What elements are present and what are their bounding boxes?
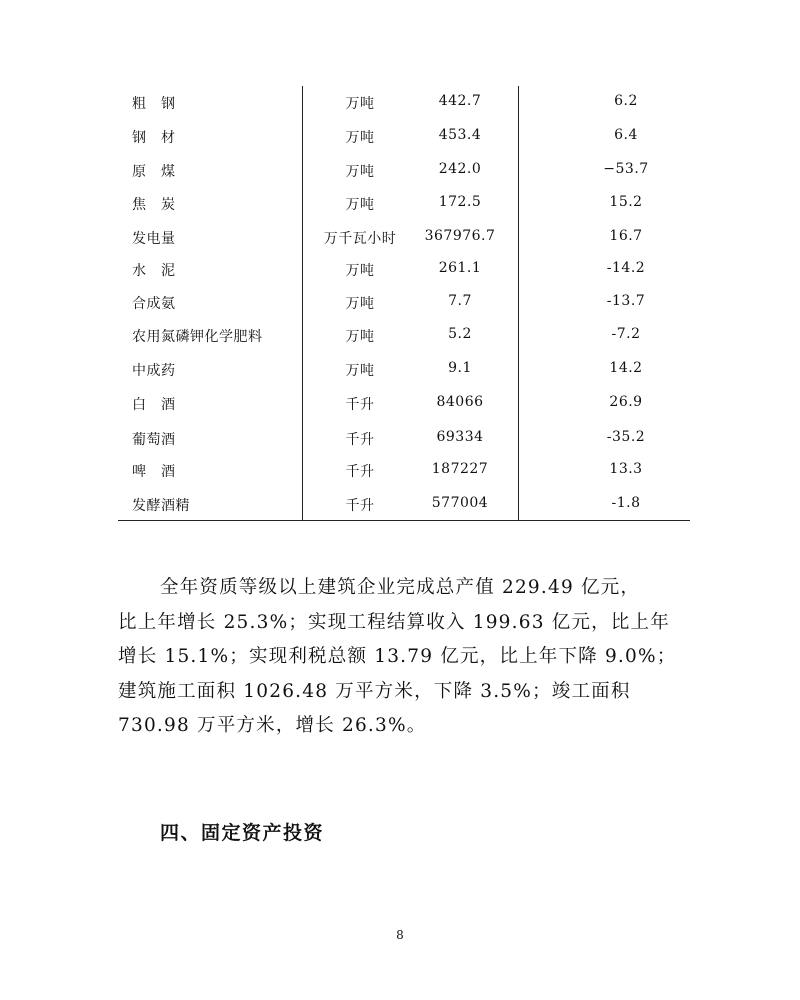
unit: 万吨 — [345, 130, 375, 146]
product-name: 水 泥 — [132, 263, 176, 279]
table-row — [118, 286, 690, 320]
output-value: 69334 — [436, 429, 484, 445]
table-row — [118, 319, 690, 353]
product-name: 原 煤 — [132, 164, 176, 180]
paragraph-line: 建筑施工面积 1026.48 万平方米，下降 3.5%；竣工面积 — [118, 680, 631, 702]
output-value: 242.0 — [438, 161, 482, 177]
output-value: 7.7 — [448, 293, 472, 309]
output-value: 261.1 — [438, 260, 482, 276]
output-value: 5.2 — [448, 326, 472, 342]
unit: 万吨 — [345, 263, 375, 279]
unit: 万吨 — [345, 363, 375, 379]
product-name: 中成药 — [132, 363, 176, 379]
unit: 万吨 — [345, 296, 375, 312]
output-value: 9.1 — [448, 360, 472, 376]
unit: 万千瓦小时 — [323, 231, 397, 247]
unit: 千升 — [345, 397, 375, 413]
product-name: 农用氮磷钾化学肥料 — [132, 329, 263, 345]
growth-rate: -14.2 — [606, 260, 646, 276]
growth-rate: -7.2 — [611, 326, 641, 342]
table-row — [118, 253, 690, 287]
output-value: 84066 — [436, 394, 484, 410]
table-row — [118, 120, 690, 154]
table-row — [118, 422, 690, 456]
product-name: 发酵酒精 — [132, 498, 190, 514]
product-name: 焦 炭 — [132, 197, 176, 213]
unit: 千升 — [345, 498, 375, 514]
table-row — [118, 187, 690, 221]
table-row — [118, 488, 690, 522]
paragraph-line: 比上年增长 25.3%；实现工程结算收入 199.63 亿元，比上年 — [118, 611, 670, 633]
growth-rate: 26.9 — [609, 394, 643, 410]
output-value: 187227 — [431, 461, 489, 477]
product-name: 白 酒 — [132, 397, 176, 413]
unit: 万吨 — [345, 197, 375, 213]
unit: 万吨 — [345, 329, 375, 345]
output-value: 367976.7 — [424, 228, 496, 244]
page-number: 8 — [396, 928, 404, 942]
growth-rate: -1.8 — [611, 495, 641, 511]
product-name: 啤 酒 — [132, 464, 176, 480]
table-row — [118, 221, 690, 255]
growth-rate: -13.7 — [606, 293, 646, 309]
table-row — [118, 454, 690, 488]
product-name: 粗 钢 — [132, 96, 176, 112]
product-name: 发电量 — [132, 231, 176, 247]
table-row — [118, 387, 690, 421]
table-row — [118, 353, 690, 387]
paragraph-line: 全年资质等级以上建筑企业完成总产值 229.49 亿元， — [160, 577, 641, 598]
product-name: 合成氨 — [132, 296, 176, 312]
paragraph-line: 730.98 万平方米，增长 26.3%。 — [118, 715, 427, 736]
construction-paragraph — [118, 571, 698, 744]
table-row — [118, 154, 690, 188]
growth-rate: 6.4 — [614, 127, 638, 143]
industrial-output-table — [118, 86, 690, 521]
paragraph-line: 增长 15.1%；实现利税总额 13.79 亿元，比上年下降 9.0%； — [118, 646, 677, 667]
output-value: 172.5 — [438, 194, 482, 210]
output-value: 577004 — [431, 495, 489, 511]
growth-rate: 6.2 — [614, 93, 638, 109]
product-name: 钢 材 — [132, 130, 176, 146]
growth-rate: -35.2 — [606, 429, 646, 445]
growth-rate: −53.7 — [603, 161, 649, 177]
unit: 千升 — [345, 432, 375, 448]
unit: 千升 — [345, 464, 375, 480]
unit: 万吨 — [345, 164, 375, 180]
product-name: 葡萄酒 — [132, 432, 176, 448]
output-value: 442.7 — [438, 93, 482, 109]
growth-rate: 15.2 — [609, 194, 643, 210]
unit: 万吨 — [345, 96, 375, 112]
output-value: 453.4 — [438, 127, 482, 143]
table-row — [118, 86, 690, 120]
growth-rate: 13.3 — [609, 461, 643, 477]
growth-rate: 16.7 — [609, 228, 643, 244]
growth-rate: 14.2 — [609, 360, 643, 376]
section-heading: 四、固定资产投资 — [160, 822, 325, 844]
